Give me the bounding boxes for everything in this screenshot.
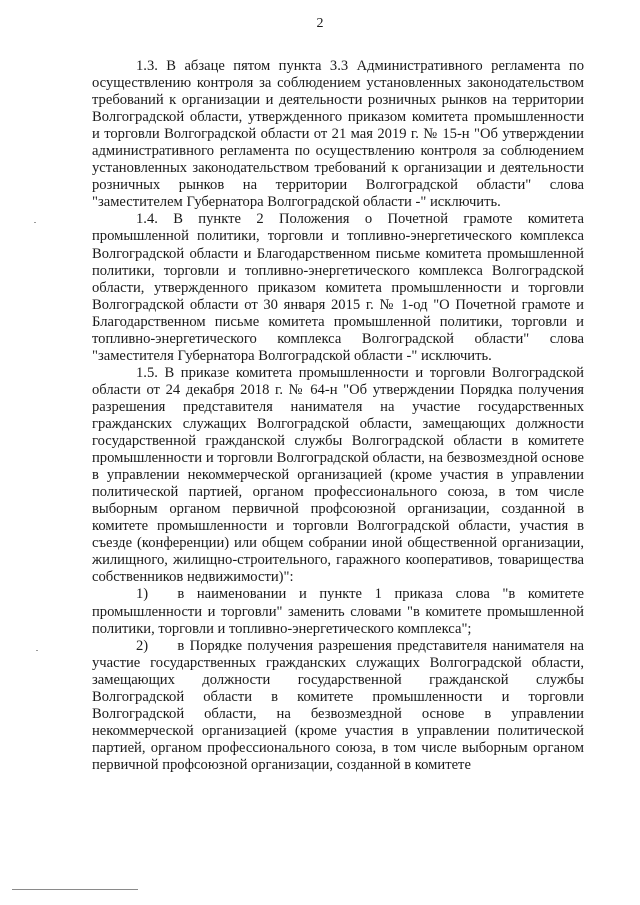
scan-artifact-mark [34, 222, 36, 223]
page-number: 2 [316, 16, 324, 31]
bottom-divider-line [12, 889, 138, 890]
list-item-1: 1) в наименовании и пункте 1 приказа слова "в комитете промышленности и торговли" заменить словами "в комитете промышленной политики, торговли и топливно-энергетического комплекса"; [92, 586, 584, 637]
list-item-2: 2) в Порядке получения разрешения представителя нанимателя на участие государственных гражданских служащих Волгоградской области, замещающих должности государственной гражданской службы Волгоградской области в комитете промышленности и торговли Волгоградской области, на безвозмездной основе в управлении некоммерческой организацией (кроме участия в управлении политической партией, органом профессионального союза, в том числе выборным органом первичной профсоюзной организации, созданной в комитете [92, 637, 584, 773]
scan-artifact-mark [36, 650, 38, 651]
paragraph-1-5: 1.5. В приказе комитета промышленности и торговли Волгоградской области от 24 декабря 2018 г. № 64-н "Об утверждении Порядка получения разрешения представителя нанимателя на участие государственных гражданских служащих Волгоградской области, замещающих должности государственной гражданской службы Волгоградской области в комитете промышленности и торговли Волгоградской области, на безвозмездной основе в управлении некоммерческой организацией (кроме участия в управлении политической партией, органом профессионального союза, в том числе выборным органом первичной профсоюзной организации, созданной в комитете промышленности и торговли Волгоградской области, участия в съезде (конференции) или общем собрании иной общественной организации, жилищного, жилищно-строительного, гаражного кооперативов, товарищества собственников недвижимости)": [92, 364, 584, 586]
paragraph-1-4: 1.4. В пункте 2 Положения о Почетной грамоте комитета промышленной политики, торговли и топливно-энергетического комплекса Волгоградской области и Благодарственном письме комитета промышленной политики, торговли и топливно-энергетического комплекса Волгоградской области, утвержденного приказом комитета промышленности и торговли Волгоградской области от 30 января 2015 г. № 1-од "О Почетной грамоте и Благодарственном письме комитета промышленной политики, торговли и топливно-энергетического комплекса Волгоградской области" слова "заместителя Губернатора Волгоградской области -" исключить. [92, 211, 584, 364]
document-body [92, 58, 584, 774]
paragraph-1-3: 1.3. В абзаце пятом пункта 3.3 Административного регламента по осуществлению контроля за соблюдением установленных законодательством требований к организации и деятельности розничных рынков на территории Волгоградской области, утвержденного приказом комитета промышленности и торговли Волгоградской области от 21 мая 2019 г. № 15-н "Об утверждении административного регламента по осуществлению контроля за соблюдением установленных законодательством требований к организации и деятельности розничных рынков на территории Волгоградской области" слова "заместителем Губернатора Волгоградской области -" исключить. [92, 58, 584, 211]
